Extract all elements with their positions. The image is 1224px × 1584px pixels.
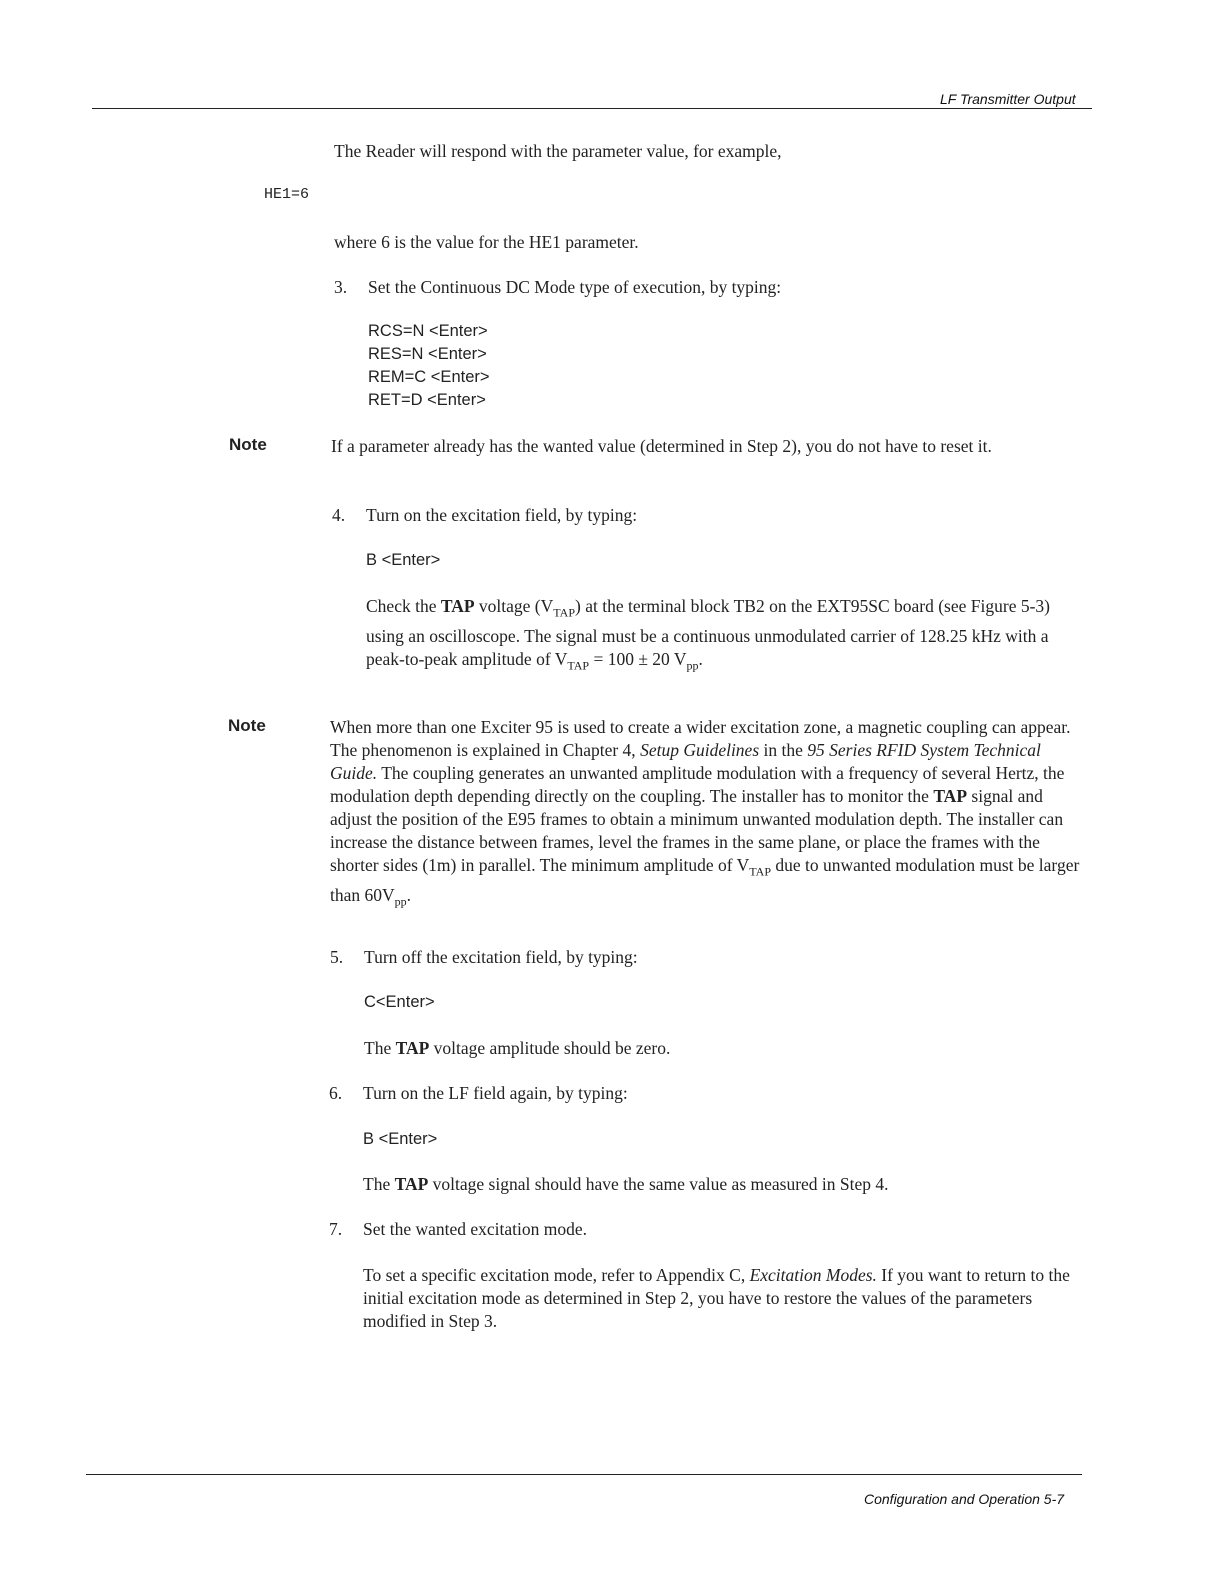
step-6-text: Turn on the LF field again, by typing:	[363, 1083, 628, 1103]
response-example: HE1=6	[264, 186, 310, 203]
step-5-command: C<Enter>	[364, 993, 435, 1011]
where-text: where 6 is the value for the HE1 parameter.	[334, 232, 639, 252]
step-4-text: Turn on the excitation field, by typing:	[366, 505, 638, 525]
step-3-text: Set the Continuous DC Mode type of execution, by typing:	[368, 277, 782, 297]
page-footer: Configuration and Operation 5-7	[864, 1491, 1065, 1507]
header-rule	[92, 108, 1092, 109]
step-7-number: 7.	[329, 1219, 343, 1239]
tap-same-text: The TAP voltage signal should have the same value as measured in Step 4.	[363, 1174, 889, 1194]
command-line: RCS=N <Enter>	[368, 322, 488, 340]
running-header: LF Transmitter Output	[940, 91, 1076, 107]
footer-rule	[86, 1474, 1082, 1475]
note-1-text: If a parameter already has the wanted value (determined in Step 2), you do not have to reset it.	[331, 436, 992, 456]
step-5-text: Turn off the excitation field, by typing:	[364, 947, 638, 967]
command-line: REM=C <Enter>	[368, 368, 490, 386]
step-5	[330, 946, 1090, 969]
step-3-number: 3.	[334, 277, 348, 297]
note-label: Note	[229, 435, 267, 454]
reader-response-text: The Reader will respond with the parameter value, for example,	[334, 141, 782, 161]
step-6	[329, 1082, 1089, 1105]
step-7-text: Set the wanted excitation mode.	[363, 1219, 588, 1239]
step-4	[332, 504, 1092, 527]
step-6-command: B <Enter>	[363, 1130, 438, 1148]
step-3	[334, 276, 1094, 299]
note-2-text: When more than one Exciter 95 is used to create a wider excitation zone, a magnetic coupling can appear. The phenomenon is explained in Chapter 4, Setup Guidelines in the 95 Series RFID System Technical Guide. The coupling generates an unwanted amplitude modulation with a frequency of several Hertz, the modulation depth depending directly on the coupling. The installer has to monitor the TAP signal and adjust the position of the E95 frames to obtain a minimum unwanted modulation depth. The installer can increase the distance between frames, level the frames in the same plane, or place the frames with the shorter sides (1m) in parallel. The minimum amplitude of $V_{TAP}$ due to unwanted modulation must be larger than $60V_{pp}$.	[330, 717, 1080, 908]
note-label: Note	[228, 716, 266, 735]
step-7	[329, 1218, 1089, 1241]
command-line: RES=N <Enter>	[368, 345, 487, 363]
step-4-command: B <Enter>	[366, 551, 441, 569]
tap-zero-text: The TAP voltage amplitude should be zero.	[364, 1038, 671, 1058]
step-3-commands	[368, 320, 490, 412]
step-5-number: 5.	[330, 947, 344, 967]
step-6-number: 6.	[329, 1083, 343, 1103]
command-line: RET=D <Enter>	[368, 391, 486, 409]
final-paragraph: To set a specific excitation mode, refer to Appendix C, Excitation Modes. If you want to return to the initial excitation mode as determined in Step 2, you have to restore the values of the parameters modified in Step 3.	[363, 1265, 1070, 1331]
check-tap-paragraph: Check the TAP voltage $(V_{TAP})$ at the terminal block TB2 on the EXT95SC board (see Figure 5-3) using an oscilloscope. The signal must be a continuous unmodulated carrier of 128.25 kHz with a peak-to-peak amplitude of $V_{TAP} = 100 \pm 20$ $V_{pp}$.	[366, 596, 1050, 672]
step-4-number: 4.	[332, 505, 346, 525]
